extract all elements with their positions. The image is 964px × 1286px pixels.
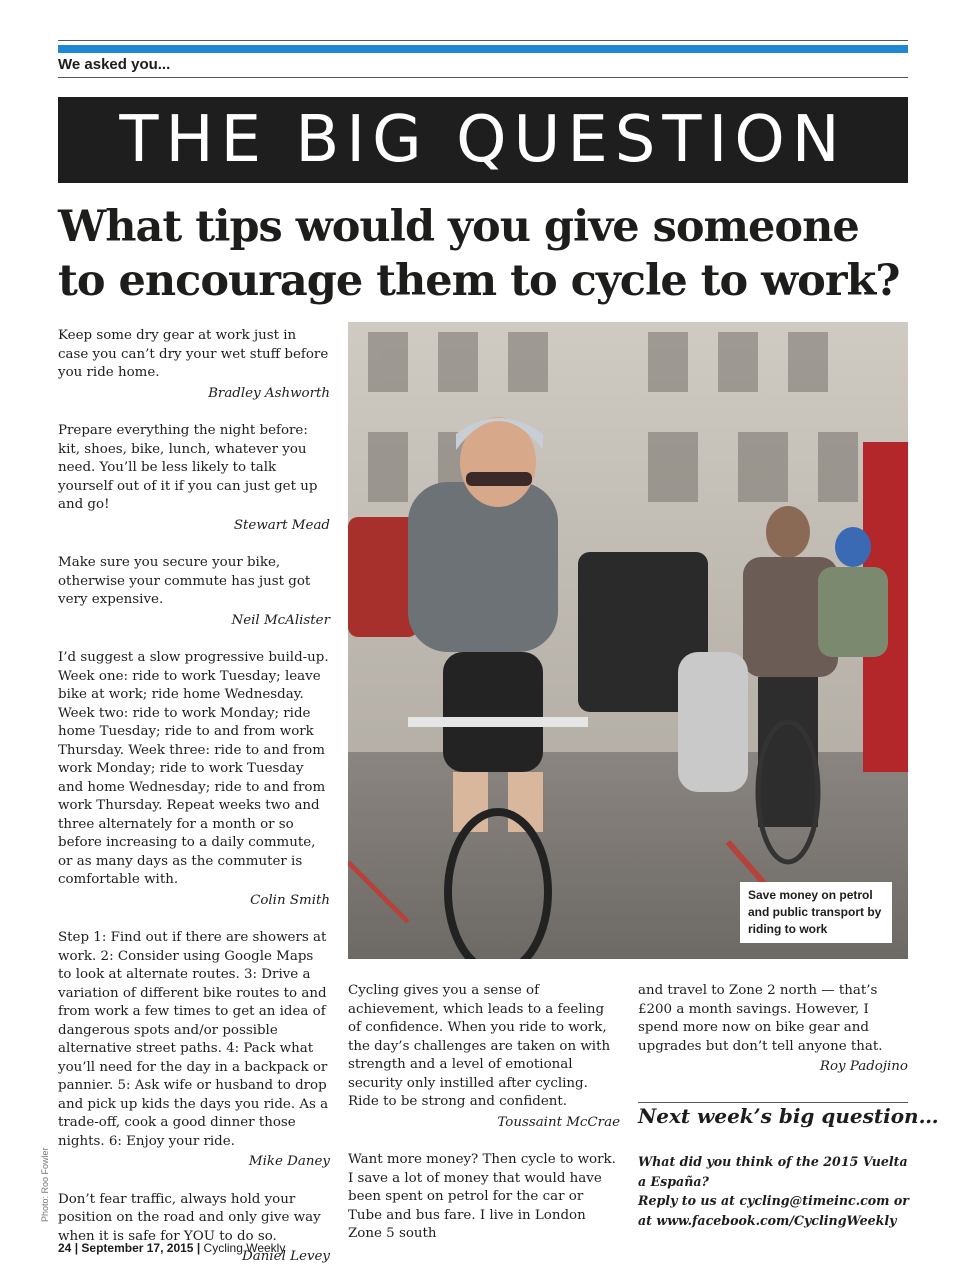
issue-date: September 17, 2015: [81, 1241, 194, 1255]
answer-author: Colin Smith: [250, 892, 330, 908]
answer-author: Roy Padojino: [819, 1059, 908, 1074]
next-week-question: What did you think of the 2015 Vuelta a España?: [638, 1154, 908, 1189]
answer-text: Don’t fear traffic, always hold your position on the road and only give way when it is safe for YOU to do so.: [58, 1191, 321, 1244]
answer-author: Toussaint McCrae: [497, 1114, 620, 1130]
answer-text: and travel to Zone 2 north — that’s £200 a month savings. However, I spend more now on bike gear and upgrades but don’t tell anyone that.: [638, 983, 883, 1054]
next-week-reply: Reply to us at cycling@timeinc.com or at www.facebook.com/CyclingWeekly: [638, 1193, 909, 1228]
answer-4: [58, 649, 330, 910]
answer-author: Neil McAlister: [231, 612, 330, 628]
answer-1: [58, 327, 330, 403]
answer-author: Stewart Mead: [233, 517, 330, 533]
answer-author: Mike Daney: [248, 1154, 330, 1169]
answer-text: Prepare everything the night before: kit, shoes, bike, lunch, whatever you need. You’ll be less likely to talk yourself out of it if you can just get up and go!: [58, 423, 318, 512]
middle-column: [348, 982, 620, 1263]
publication-name: Cycling Weekly: [203, 1241, 286, 1255]
left-column: [58, 327, 330, 1286]
answer-3: [58, 554, 330, 630]
next-week-rule: [638, 1102, 908, 1103]
top-rule: [58, 40, 908, 41]
right-column: [638, 982, 908, 1096]
page-footer: 24 | September 17, 2015 | Cycling Weekly: [58, 1241, 286, 1255]
headline: What tips would you give someone to encourage them to cycle to work?: [58, 202, 900, 306]
page-number: 24: [58, 1241, 72, 1255]
cyclist-photo: [348, 322, 908, 959]
answer-text: Keep some dry gear at work just in case you can’t dry your wet stuff before you ride home.: [58, 328, 329, 380]
answer-author: Daniel Levey: [242, 1249, 330, 1264]
photo-caption: Save money on petrol and public transport by riding to work: [740, 882, 892, 943]
banner: [58, 97, 908, 183]
answer-6: [58, 1191, 330, 1267]
answer-7: [348, 982, 620, 1132]
banner-title: THE BIG QUESTION: [119, 103, 847, 177]
answer-text: Want more money? Then cycle to work. I save a lot of money that would have been spent on petrol for the car or Tube and bus fare. I live in London Zone 5 south: [348, 1152, 616, 1241]
answer-text: I’d suggest a slow progressive build-up. Week one: ride to work Tuesday; leave bike at work; ride home Wednesday. Week two: ride to work Monday; ride home Tuesday; ride to and from work Thursday. Week three: ride to and from work Monday; ride to work Tuesday and home Wednesday; ride to and from work Thursday. Repeat weeks two and three alternately for a month or so before increasing to a daily commute, or as many days as the commuter is comfortable with.: [58, 650, 329, 887]
answer-5: [58, 929, 330, 1172]
answer-8-part-1: [348, 1151, 620, 1244]
photo-credit: Photo: Roo Fowler: [40, 1147, 50, 1222]
next-week-body: [638, 1152, 913, 1230]
answer-2: [58, 422, 330, 535]
answer-text: Cycling gives you a sense of achievement, which leads to a feeling of confidence. When you ride to work, the day’s challenges are taken on with strength and a level of emotional security only instilled after cycling. Ride to be strong and confident.: [348, 983, 611, 1109]
answer-8-part-2: [638, 982, 908, 1077]
section-kicker: We asked you...: [58, 56, 171, 73]
answer-author: Bradley Ashworth: [208, 385, 330, 401]
kicker-rule: [58, 77, 908, 78]
next-week-title: Next week’s big question…: [638, 1104, 939, 1128]
answer-text: Make sure you secure your bike, otherwise your commute has just got very expensive.: [58, 555, 311, 607]
accent-bar: [58, 45, 908, 53]
answer-text: Step 1: Find out if there are showers at work. 2: Consider using Google Maps to look at alternate routes. 3: Drive a variation of different bike routes to and from work a few times to get an idea of dangerous spots and/or possible alternative street paths. 4: Pack what you’ll need for the day in a backpack or pannier. 5: Ask wife or husband to drop and pick up kids the days you ride. As a trade-off, cook a good dinner those nights. 6: Enjoy your ride.: [58, 930, 329, 1149]
